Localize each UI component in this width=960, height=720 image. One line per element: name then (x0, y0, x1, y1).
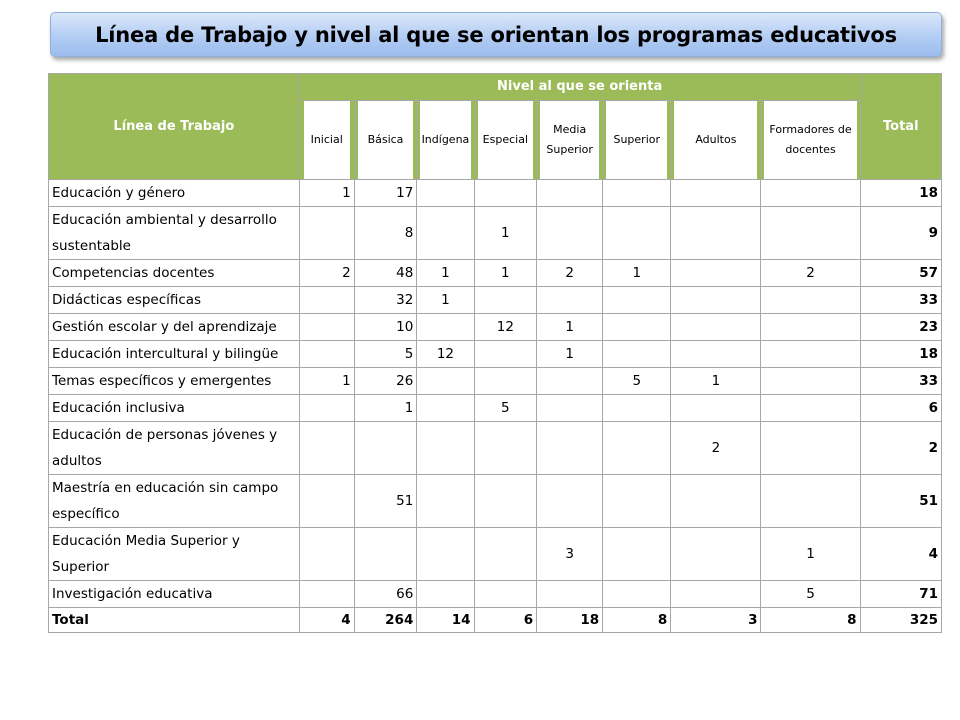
value-cell (671, 287, 761, 314)
total-cell: 6 (474, 608, 537, 633)
value-cell (299, 341, 354, 368)
value-cell (603, 422, 671, 475)
row-label: Educación intercultural y bilingüe (49, 341, 300, 368)
value-cell (417, 314, 474, 341)
value-cell (299, 287, 354, 314)
value-cell (417, 528, 474, 581)
work-lines-table (48, 73, 942, 633)
value-cell (761, 314, 860, 341)
value-cell: 1 (474, 260, 537, 287)
value-cell (299, 207, 354, 260)
value-cell: 17 (354, 180, 417, 207)
value-cell (671, 341, 761, 368)
total-cell: 8 (761, 608, 860, 633)
row-label: Educación inclusiva (49, 395, 300, 422)
table-row (49, 368, 942, 395)
total-cell: 18 (537, 608, 603, 633)
row-label: Educación y género (49, 180, 300, 207)
table-row (49, 207, 942, 260)
value-cell (603, 207, 671, 260)
value-cell (474, 368, 537, 395)
value-cell: 10 (354, 314, 417, 341)
value-cell (354, 528, 417, 581)
value-cell: 1 (671, 368, 761, 395)
value-cell: 5 (603, 368, 671, 395)
value-cell: 8 (354, 207, 417, 260)
value-cell (761, 475, 860, 528)
row-total-cell: 4 (860, 528, 941, 581)
value-cell (671, 314, 761, 341)
table-row (49, 395, 942, 422)
totals-label: Total (49, 608, 300, 633)
value-cell (761, 368, 860, 395)
row-total-cell: 71 (860, 581, 941, 608)
value-cell: 2 (761, 260, 860, 287)
value-cell: 1 (474, 207, 537, 260)
row-total-cell: 18 (860, 341, 941, 368)
value-cell (299, 314, 354, 341)
value-cell (761, 207, 860, 260)
value-cell (474, 528, 537, 581)
table-row (49, 260, 942, 287)
value-cell (537, 395, 603, 422)
row-total-cell: 33 (860, 287, 941, 314)
total-cell: 264 (354, 608, 417, 633)
totals-row (49, 608, 942, 633)
value-cell: 51 (354, 475, 417, 528)
value-cell (474, 180, 537, 207)
value-cell (603, 581, 671, 608)
value-cell: 5 (761, 581, 860, 608)
value-cell (537, 207, 603, 260)
value-cell (761, 395, 860, 422)
value-cell (474, 475, 537, 528)
header-total: Total (860, 74, 941, 180)
value-cell (671, 207, 761, 260)
value-cell (761, 341, 860, 368)
value-cell (537, 422, 603, 475)
total-cell: 4 (299, 608, 354, 633)
value-cell (474, 341, 537, 368)
value-cell: 32 (354, 287, 417, 314)
value-cell (474, 581, 537, 608)
value-cell (417, 581, 474, 608)
value-cell: 3 (537, 528, 603, 581)
row-total-cell: 18 (860, 180, 941, 207)
value-cell: 1 (761, 528, 860, 581)
table-row (49, 341, 942, 368)
value-cell: 2 (671, 422, 761, 475)
value-cell (299, 528, 354, 581)
value-cell: 66 (354, 581, 417, 608)
value-cell: 1 (417, 260, 474, 287)
header-work-line: Línea de Trabajo (49, 74, 300, 180)
value-cell: 5 (354, 341, 417, 368)
value-cell (417, 475, 474, 528)
value-cell: 1 (417, 287, 474, 314)
value-cell: 2 (299, 260, 354, 287)
value-cell (354, 422, 417, 475)
value-cell: 1 (537, 314, 603, 341)
total-cell: 14 (417, 608, 474, 633)
row-label: Educación Media Superior y Superior (49, 528, 300, 581)
value-cell (474, 287, 537, 314)
level-header: Adultos (671, 101, 761, 180)
value-cell (603, 314, 671, 341)
value-cell: 1 (299, 368, 354, 395)
value-cell (417, 422, 474, 475)
level-header: Básica (354, 101, 417, 180)
value-cell (761, 180, 860, 207)
grand-total-cell: 325 (860, 608, 941, 633)
value-cell: 12 (474, 314, 537, 341)
value-cell (537, 475, 603, 528)
total-cell: 3 (671, 608, 761, 633)
row-total-cell: 6 (860, 395, 941, 422)
value-cell (537, 368, 603, 395)
header-level: Nivel al que se orienta (299, 74, 860, 101)
level-header: Formadores de docentes (761, 101, 860, 180)
value-cell (671, 180, 761, 207)
page-title: Línea de Trabajo y nivel al que se orientan los programas educativos (95, 22, 897, 47)
value-cell (537, 180, 603, 207)
total-cell: 8 (603, 608, 671, 633)
value-cell (671, 581, 761, 608)
table-row (49, 581, 942, 608)
row-total-cell: 57 (860, 260, 941, 287)
level-header: Especial (474, 101, 537, 180)
row-total-cell: 23 (860, 314, 941, 341)
value-cell (761, 422, 860, 475)
value-cell: 26 (354, 368, 417, 395)
row-label: Investigación educativa (49, 581, 300, 608)
row-total-cell: 33 (860, 368, 941, 395)
value-cell: 1 (354, 395, 417, 422)
value-cell (417, 395, 474, 422)
title-banner (50, 12, 942, 57)
level-header: Indígena (417, 101, 474, 180)
value-cell: 1 (603, 260, 671, 287)
row-label: Educación ambiental y desarrollo sustentable (49, 207, 300, 260)
value-cell: 48 (354, 260, 417, 287)
value-cell (537, 581, 603, 608)
value-cell (603, 180, 671, 207)
value-cell (603, 528, 671, 581)
row-label: Temas específicos y emergentes (49, 368, 300, 395)
table-row (49, 287, 942, 314)
value-cell: 12 (417, 341, 474, 368)
value-cell (671, 260, 761, 287)
value-cell: 2 (537, 260, 603, 287)
row-label: Gestión escolar y del aprendizaje (49, 314, 300, 341)
table-row (49, 314, 942, 341)
row-label: Didácticas específicas (49, 287, 300, 314)
value-cell (299, 475, 354, 528)
row-total-cell: 9 (860, 207, 941, 260)
table-row (49, 422, 942, 475)
value-cell (761, 287, 860, 314)
value-cell (417, 180, 474, 207)
value-cell (417, 368, 474, 395)
value-cell (671, 528, 761, 581)
table-row (49, 528, 942, 581)
value-cell (603, 475, 671, 528)
value-cell: 1 (299, 180, 354, 207)
value-cell (671, 475, 761, 528)
value-cell (603, 287, 671, 314)
value-cell: 5 (474, 395, 537, 422)
value-cell (299, 422, 354, 475)
value-cell (417, 207, 474, 260)
row-label: Maestría en educación sin campo específico (49, 475, 300, 528)
level-header: Media Superior (537, 101, 603, 180)
row-label: Educación de personas jóvenes y adultos (49, 422, 300, 475)
value-cell (671, 395, 761, 422)
level-header: Inicial (299, 101, 354, 180)
level-header: Superior (603, 101, 671, 180)
value-cell (537, 287, 603, 314)
row-label: Competencias docentes (49, 260, 300, 287)
value-cell (603, 395, 671, 422)
value-cell: 1 (537, 341, 603, 368)
value-cell (299, 581, 354, 608)
row-total-cell: 51 (860, 475, 941, 528)
value-cell (299, 395, 354, 422)
value-cell (603, 341, 671, 368)
row-total-cell: 2 (860, 422, 941, 475)
table-row (49, 180, 942, 207)
value-cell (474, 422, 537, 475)
table-row (49, 475, 942, 528)
